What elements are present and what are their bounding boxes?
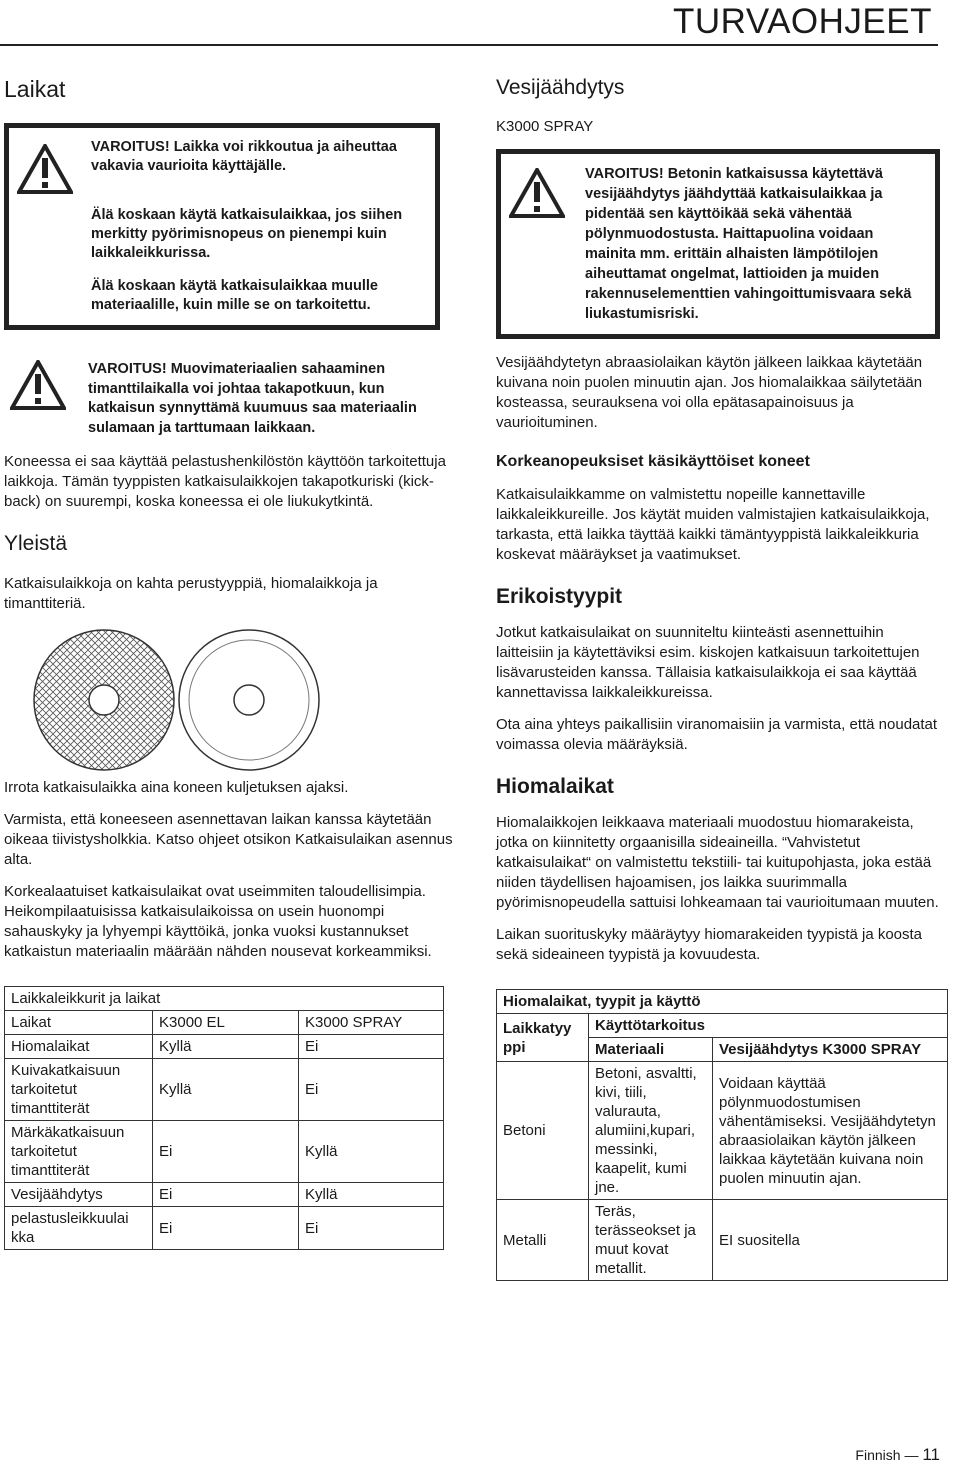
paragraph-blade-types: Katkaisulaikkoja on kahta perustyyppiä, hiomalaikkoja ja timanttiteriä. <box>4 575 378 612</box>
warning-box-3 <box>496 149 940 339</box>
left-column <box>4 60 454 1250</box>
paragraph-remove-blade: Irrota katkaisulaikka aina koneen kuljetuksen ajaksi. <box>4 779 349 796</box>
table-cell: Metalli <box>497 1200 589 1281</box>
paragraph-bushing: Varmista, että koneeseen asennettavan laikan kanssa käytetään oikeaa tiivistysholkkia. Katso ohjeet otsikon Katkaisulaikan asennus alta. <box>4 811 453 868</box>
header-rule <box>0 44 938 46</box>
section-title-hiomalaikat: Hiomalaikat <box>496 775 614 798</box>
diamond-blade-icon <box>179 630 319 770</box>
paragraph-water-cooling: Vesijäähdytetyn abraasiolaikan käytön jälkeen laikkaa käytetään kuivana noin puolen minuutin ajan. Jos hiomalaikkaa säilytetään kosteassa, seurauksena voi olla epätasapainoisuus ja vaurioituminen. <box>496 354 923 431</box>
warning-box-1 <box>4 123 440 330</box>
paragraph-quality: Korkealaatuiset katkaisulaikat ovat useimmiten taloudellisimpia. Heikompilaatuisissa katkaisulaikoissa on usein huonompi sahauskyky ja lyhyempi käyttöikä, jonka vuoksi kustannukset katkaistun materiaalin määrään nähden nousevat korkeammiksi. <box>4 883 432 960</box>
warning-1-line-3: Älä koskaan käytä katkaisulaikkaa muulle materiaalille, kuin mille se on tarkoitettu. <box>91 278 378 313</box>
warning-2-text: VAROITUS! Muovimateriaalien sahaaminen timanttilaikalla voi johtaa takapotkuun, kun katkaisun synnyttämä kuumuus saa materiaalin sulamaan ja tarttumaan laikkaan. <box>88 361 417 436</box>
table-cell: Voidaan käyttää pölynmuodostumisen vähentämiseksi. Vesijäähdytetyn abraasiolaikan käytön jälkeen laikkaa käytetään kuivana noin puolen minuutin ajan. <box>713 1062 948 1200</box>
section-title-high-speed: Korkeanopeuksiset käsikäyttöiset koneet <box>496 453 810 470</box>
table-row <box>497 1200 948 1281</box>
section-title-erikoistyypit: Erikoistyypit <box>496 585 623 608</box>
table-row <box>5 1207 444 1250</box>
table-group-header: Käyttötarkoitus <box>589 1014 948 1038</box>
table-caption: Laikkaleikkurit ja laikat <box>5 987 444 1011</box>
right-column <box>496 60 944 1281</box>
table-cell: Teräs, terässeokset ja muut kovat metallit. <box>589 1200 713 1281</box>
warning-triangle-icon <box>509 168 565 218</box>
section-title-vesijaahdytys: Vesijäähdytys <box>496 76 625 99</box>
table-cell: Kyllä <box>299 1183 444 1207</box>
paragraph-abrasive: Hiomalaikkojen leikkaava materiaali muodostuu hiomarakeista, jotka on kiinnitetty orgaanisilla sideaineilla. “Vahvistetut katkaisulaikat“ on valmistettu tekstiili- tai kuitupohjasta, joka estää niiden täydellisen hajoamisen, jos laikka suurimmalla pyörimisnopeudella sattuisi lohkeamaan tai vaurioitumaan muuten. <box>496 814 939 911</box>
table-header: Laikkatyy ppi <box>497 1014 589 1062</box>
blade-illustration <box>4 622 444 772</box>
table-cell: EI suositella <box>713 1200 948 1281</box>
table-caption: Hiomalaikat, tyypit ja käyttö <box>497 990 948 1014</box>
table-cell: pelastusleikkuulai kka <box>5 1207 153 1250</box>
table-row <box>5 1183 444 1207</box>
warning-triangle-icon <box>17 144 73 194</box>
section-title-yleista: Yleistä <box>4 532 68 555</box>
table-cell: Märkäkatkaisuun tarkoitetut timanttiterät <box>5 1121 153 1183</box>
warning-3-text: VAROITUS! Betonin katkaisussa käytettävä vesijäähdytys jäähdyttää katkaisulaikkaa ja pidentää sen käyttöikää sekä vähentää pölynmuodostusta. Haittapuolina voidaan mainita mm. erittäin alhaisten lämpötilojen aiheuttamat ongelmat, lattioiden ja muiden rakennuselementtien vahingoittumisvaara sekä liukastumisriski. <box>585 166 912 322</box>
paragraph-special-types: Jotkut katkaisulaikat on suunniteltu kiinteästi asennettuihin laitteisiin ja käytettäviksi esim. kiskojen katkaisuun tarkoitettujen lisävarusteiden kanssa. Tällaisia katkaisulaikkoja ei saa käyttää kannettavissa laikkaleikkureissa. <box>496 624 920 701</box>
table-header: Materiaali <box>589 1038 713 1062</box>
table-cell: Ei <box>153 1121 299 1183</box>
table-header: K3000 SPRAY <box>299 1011 444 1035</box>
blade-cutter-table <box>4 986 444 1250</box>
table-row <box>497 1062 948 1200</box>
page-footer <box>855 1445 940 1465</box>
table-cell: Ei <box>153 1207 299 1250</box>
table-cell: Ei <box>299 1059 444 1121</box>
footer-dash: — <box>904 1447 919 1463</box>
warning-1-line-2: Älä koskaan käytä katkaisulaikkaa, jos siihen merkitty pyörimisnopeus on pienempi kuin laikkaleikkurissa. <box>91 207 403 261</box>
footer-language: Finnish <box>855 1447 901 1463</box>
paragraph-rescue-blades: Koneessa ei saa käyttää pelastushenkilöstön käyttöön tarkoitettuja laikkoja. Tämän tyyppisten katkaisulaikkojen takapotkuriski (kick-back) on suurempi, koska koneessa ei ole liukukytkintä. <box>4 453 446 510</box>
table-header: Laikat <box>5 1011 153 1035</box>
table-header: Vesijäähdytys K3000 SPRAY <box>713 1038 948 1062</box>
warning-1-line-1: VAROITUS! Laikka voi rikkoutua ja aiheuttaa vakavia vaurioita käyttäjälle. <box>91 139 397 174</box>
table-header: K3000 EL <box>153 1011 299 1035</box>
paragraph-performance: Laikan suorituskyky määräytyy hiomarakeiden tyypistä ja koosta sekä sideaineen tyypistä ja kovuudesta. <box>496 926 923 963</box>
section-title-laikat: Laikat <box>4 76 66 102</box>
warning-box-2 <box>4 360 452 438</box>
table-cell: Kyllä <box>299 1121 444 1183</box>
paragraph-high-speed: Katkaisulaikkamme on valmistettu nopeille kannettaville laikkaleikkureille. Jos käytät muiden valmistajien katkaisulaikkoja, tarkasta, että laikka täyttää kaikki tämäntyyppistä laikkaleikkuria koskevat määräykset ja vaatimukset. <box>496 486 930 563</box>
table-cell: Kuivakatkaisuun tarkoitetut timanttiterät <box>5 1059 153 1121</box>
table-row <box>5 1059 444 1121</box>
table-cell: Ei <box>153 1183 299 1207</box>
table-cell: Kyllä <box>153 1059 299 1121</box>
table-cell: Kyllä <box>153 1035 299 1059</box>
page-number: 11 <box>922 1445 940 1464</box>
table-row <box>5 1121 444 1183</box>
table-cell: Vesijäähdytys <box>5 1183 153 1207</box>
table-cell: Betoni <box>497 1062 589 1200</box>
table-cell: Hiomalaikat <box>5 1035 153 1059</box>
table-cell: Betoni, asvaltti, kivi, tiili, valurauta, alumiini,kupari, messinki, kaapelit, kumi jne. <box>589 1062 713 1200</box>
abrasive-types-table <box>496 989 948 1281</box>
warning-triangle-icon <box>10 360 66 410</box>
page-header-title: TURVAOHJEET <box>673 2 932 41</box>
abrasive-disc-icon <box>34 630 174 770</box>
paragraph-authorities: Ota aina yhteys paikallisiin viranomaisiin ja varmista, että noudatat voimassa olevia määräyksiä. <box>496 716 938 753</box>
model-name: K3000 SPRAY <box>496 118 594 135</box>
table-row <box>5 1035 444 1059</box>
table-cell: Ei <box>299 1035 444 1059</box>
table-cell: Ei <box>299 1207 444 1250</box>
